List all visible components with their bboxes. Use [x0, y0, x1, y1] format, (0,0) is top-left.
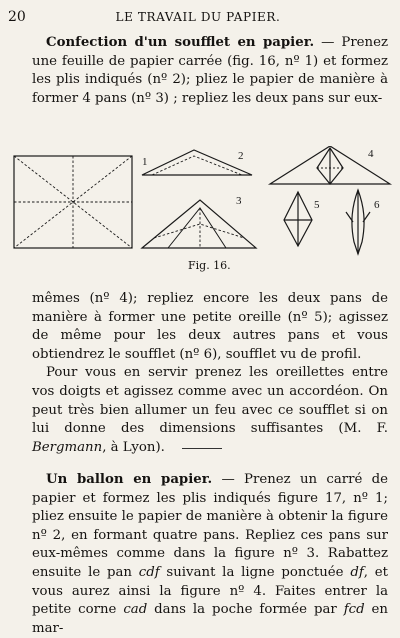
running-title: LE TRAVAIL DU PAPIER.: [115, 10, 281, 24]
paragraph: Un ballon en papier. — Prenez un carré de papier et formez les plis indiqués figure 17, nº 1; pliez ensuite le papier de manière à obtenir la figure nº 2, en formant quatre pans. Repliez ces pans sur eux-mêmes comme dans la figure nº 3. Rabattez ensuite le pan cdf suivant la ligne ponctuée df, et vous aurez ainsi la figure nº 4. Faites entrer la petite corne cad dans la poche formée par fcd en mar-: [32, 472, 388, 636]
section-title: Un ballon en papier.: [46, 472, 213, 487]
fold-diagram-5: [284, 192, 312, 246]
fold-diagram-1: [14, 156, 132, 248]
paragraph: [32, 34, 388, 108]
figure-label-6: 6: [374, 199, 380, 211]
section-soufflet-intro: [32, 34, 388, 108]
paragraph-text: — Prenez une feuille de papier carrée (fig. 16, nº 1) et formez les plis indiqués (nº 2); pliez le papier de manière à former 4 pans (nº 3) ; repliez les deux pans sur eux-: [32, 35, 388, 106]
section-title: Confection d'un soufflet en papier.: [46, 35, 315, 50]
figure-caption: Fig. 16.: [188, 259, 231, 272]
fold-diagram-2: [142, 150, 252, 175]
paragraph: mêmes (nº 4); repliez encore les deux pans de manière à former une petite oreille (nº 5); agissez de même pour les deux autres pans et vous obtiendrez le soufflet (nº 6), soufflet vu de profil.: [32, 291, 388, 362]
section-ballon: [32, 471, 388, 638]
page-header: [8, 9, 388, 25]
figure-label-1: 1: [142, 156, 148, 168]
figure-label-4: 4: [368, 148, 374, 160]
figure-16: [0, 146, 400, 276]
paragraph: Pour vous en servir prenez les oreillettes entre vos doigts et agissez comme avec un accordéon. On peut très bien allumer un feu avec ce soufflet si on lui donne des dimensions suffisantes (M. F. Bergmann, à Lyon).: [32, 365, 388, 455]
page-number: 20: [8, 9, 26, 25]
author-name: Bergmann: [32, 439, 103, 455]
fold-diagram-6: [346, 190, 370, 254]
fold-diagram-3: [142, 200, 256, 248]
figure-label-3: 3: [236, 195, 242, 207]
section-soufflet-continued: [32, 290, 388, 457]
figure-label-2: 2: [238, 150, 244, 162]
section-divider: [182, 448, 222, 449]
figure-label-5: 5: [314, 199, 320, 211]
